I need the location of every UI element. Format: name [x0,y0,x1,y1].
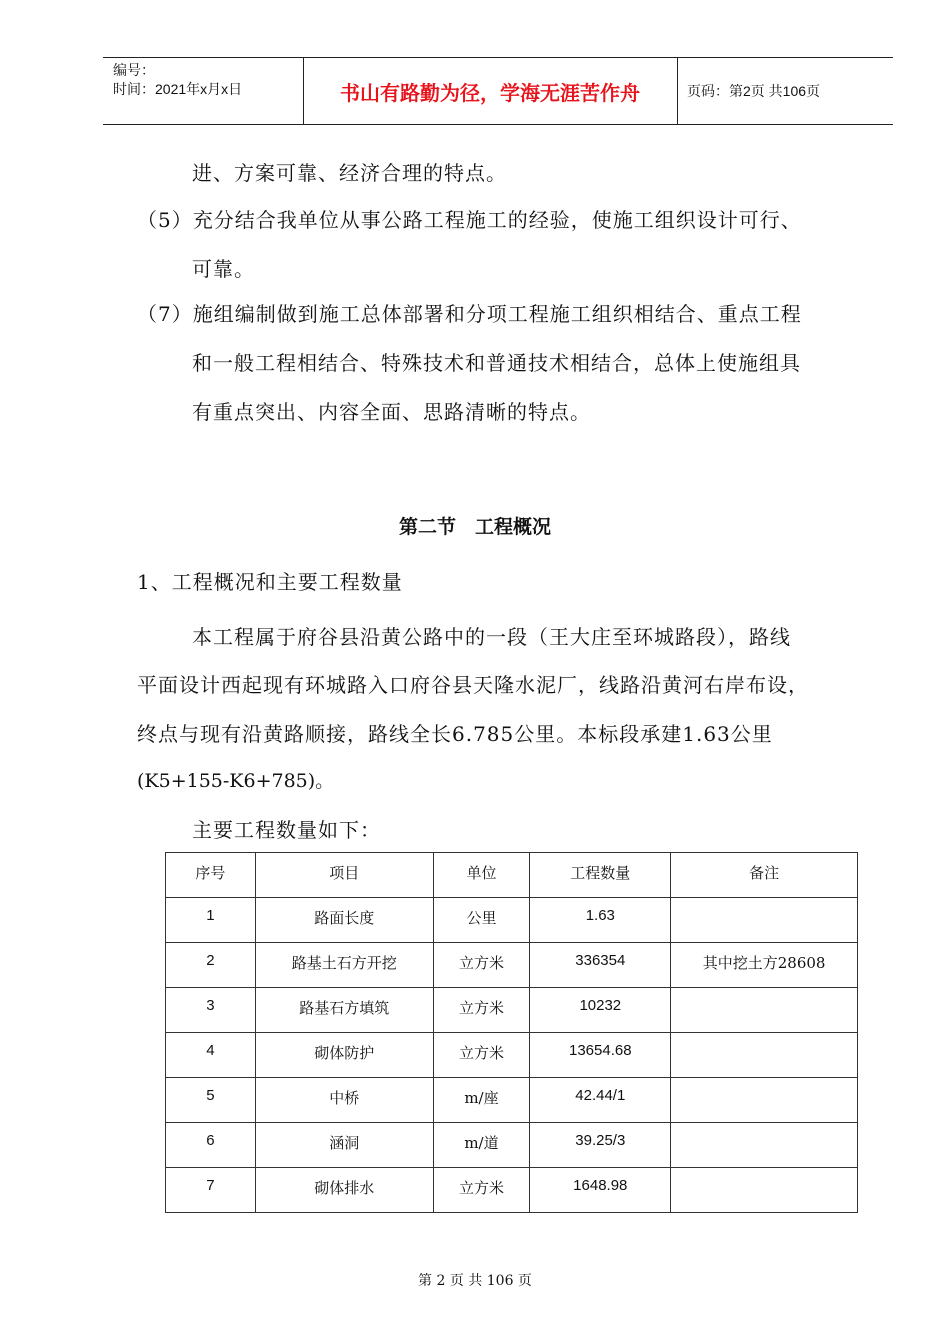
header-motto: 书山有路勤为径，学海无涯苦作舟 [340,81,640,105]
col-header-unit: 单位 [433,853,530,898]
cell-index: 2 [166,943,256,988]
cell-remark [671,1168,858,1213]
header-meta [113,61,242,99]
cell-unit: 立方米 [433,943,530,988]
body-line-3: 可靠。 [192,257,255,281]
para-line-1: 本工程属于府谷县沿黄公路中的一段（王大庄至环城路段），路线 [192,625,791,649]
body-line-5: 和一般工程相结合、特殊技术和普通技术相结合，总体上使施组具 [192,351,801,375]
header-top-rule [103,57,893,58]
para-line-2: 平面设计西起现有环城路入口府谷县天隆水泥厂，线路沿黄河右岸布设， [137,673,809,697]
table-header-row [166,853,858,898]
col-header-item: 项目 [255,853,433,898]
cell-index: 3 [166,988,256,1033]
section-title: 第二节 工程概况 [398,517,551,538]
cell-unit: m/座 [433,1078,530,1123]
cell-unit: 立方米 [433,988,530,1033]
cell-item: 路基石方填筑 [255,988,433,1033]
table-row [166,988,858,1033]
cell-quantity: 13654.68 [530,1033,671,1078]
cell-item: 路面长度 [255,898,433,943]
col-header-quantity: 工程数量 [530,853,671,898]
table-intro: 主要工程数量如下： [192,818,381,842]
cell-unit: m/道 [433,1123,530,1168]
cell-unit: 立方米 [433,1033,530,1078]
cell-index: 4 [166,1033,256,1078]
table-row [166,1168,858,1213]
para-line-4: (K5+155-K6+785)。 [137,770,335,792]
cell-quantity: 42.44/1 [530,1078,671,1123]
col-header-remark: 备注 [671,853,858,898]
cell-unit: 立方米 [433,1168,530,1213]
page-header [103,57,893,125]
quantity-table [165,852,858,1213]
body-line-4: （7）施组编制做到施工总体部署和分项工程施工组织相结合、重点工程 [137,302,802,326]
table-row [166,898,858,943]
para-line-3: 终点与现有沿黄路顺接，路线全长6.785公里。本标段承建1.63公里 [137,722,773,746]
cell-quantity: 39.25/3 [530,1123,671,1168]
cell-remark [671,898,858,943]
col-header-index: 序号 [166,853,256,898]
table-row [166,943,858,988]
cell-index: 6 [166,1123,256,1168]
page-footer: 第 2 页 共 106 页 [418,1273,532,1289]
serial-label: 编号： [113,62,155,78]
cell-item: 砌体排水 [255,1168,433,1213]
cell-quantity: 10232 [530,988,671,1033]
cell-index: 5 [166,1078,256,1123]
cell-item: 中桥 [255,1078,433,1123]
cell-remark [671,1078,858,1123]
table-row [166,1123,858,1168]
subheading: 1、工程概况和主要工程数量 [137,570,403,594]
cell-quantity: 1648.98 [530,1168,671,1213]
cell-quantity: 336354 [530,943,671,988]
body-line-6: 有重点突出、内容全面、思路清晰的特点。 [192,400,591,424]
cell-remark [671,988,858,1033]
cell-remark: 其中挖土方28608 [671,943,858,988]
header-divider-right [677,57,678,125]
header-bottom-rule [103,124,893,125]
body-line-1: 进、方案可靠、经济合理的特点。 [192,161,507,185]
cell-remark [671,1033,858,1078]
header-page-info: 页码：第2页 共106页 [687,83,821,99]
table-row [166,1033,858,1078]
cell-item: 路基土石方开挖 [255,943,433,988]
time-label: 时间：2021年x月x日 [113,81,243,97]
cell-index: 7 [166,1168,256,1213]
cell-index: 1 [166,898,256,943]
cell-remark [671,1123,858,1168]
cell-item: 涵洞 [255,1123,433,1168]
cell-unit: 公里 [433,898,530,943]
table-row [166,1078,858,1123]
cell-quantity: 1.63 [530,898,671,943]
body-line-2: （5）充分结合我单位从事公路工程施工的经验，使施工组织设计可行、 [137,208,802,232]
cell-item: 砌体防护 [255,1033,433,1078]
